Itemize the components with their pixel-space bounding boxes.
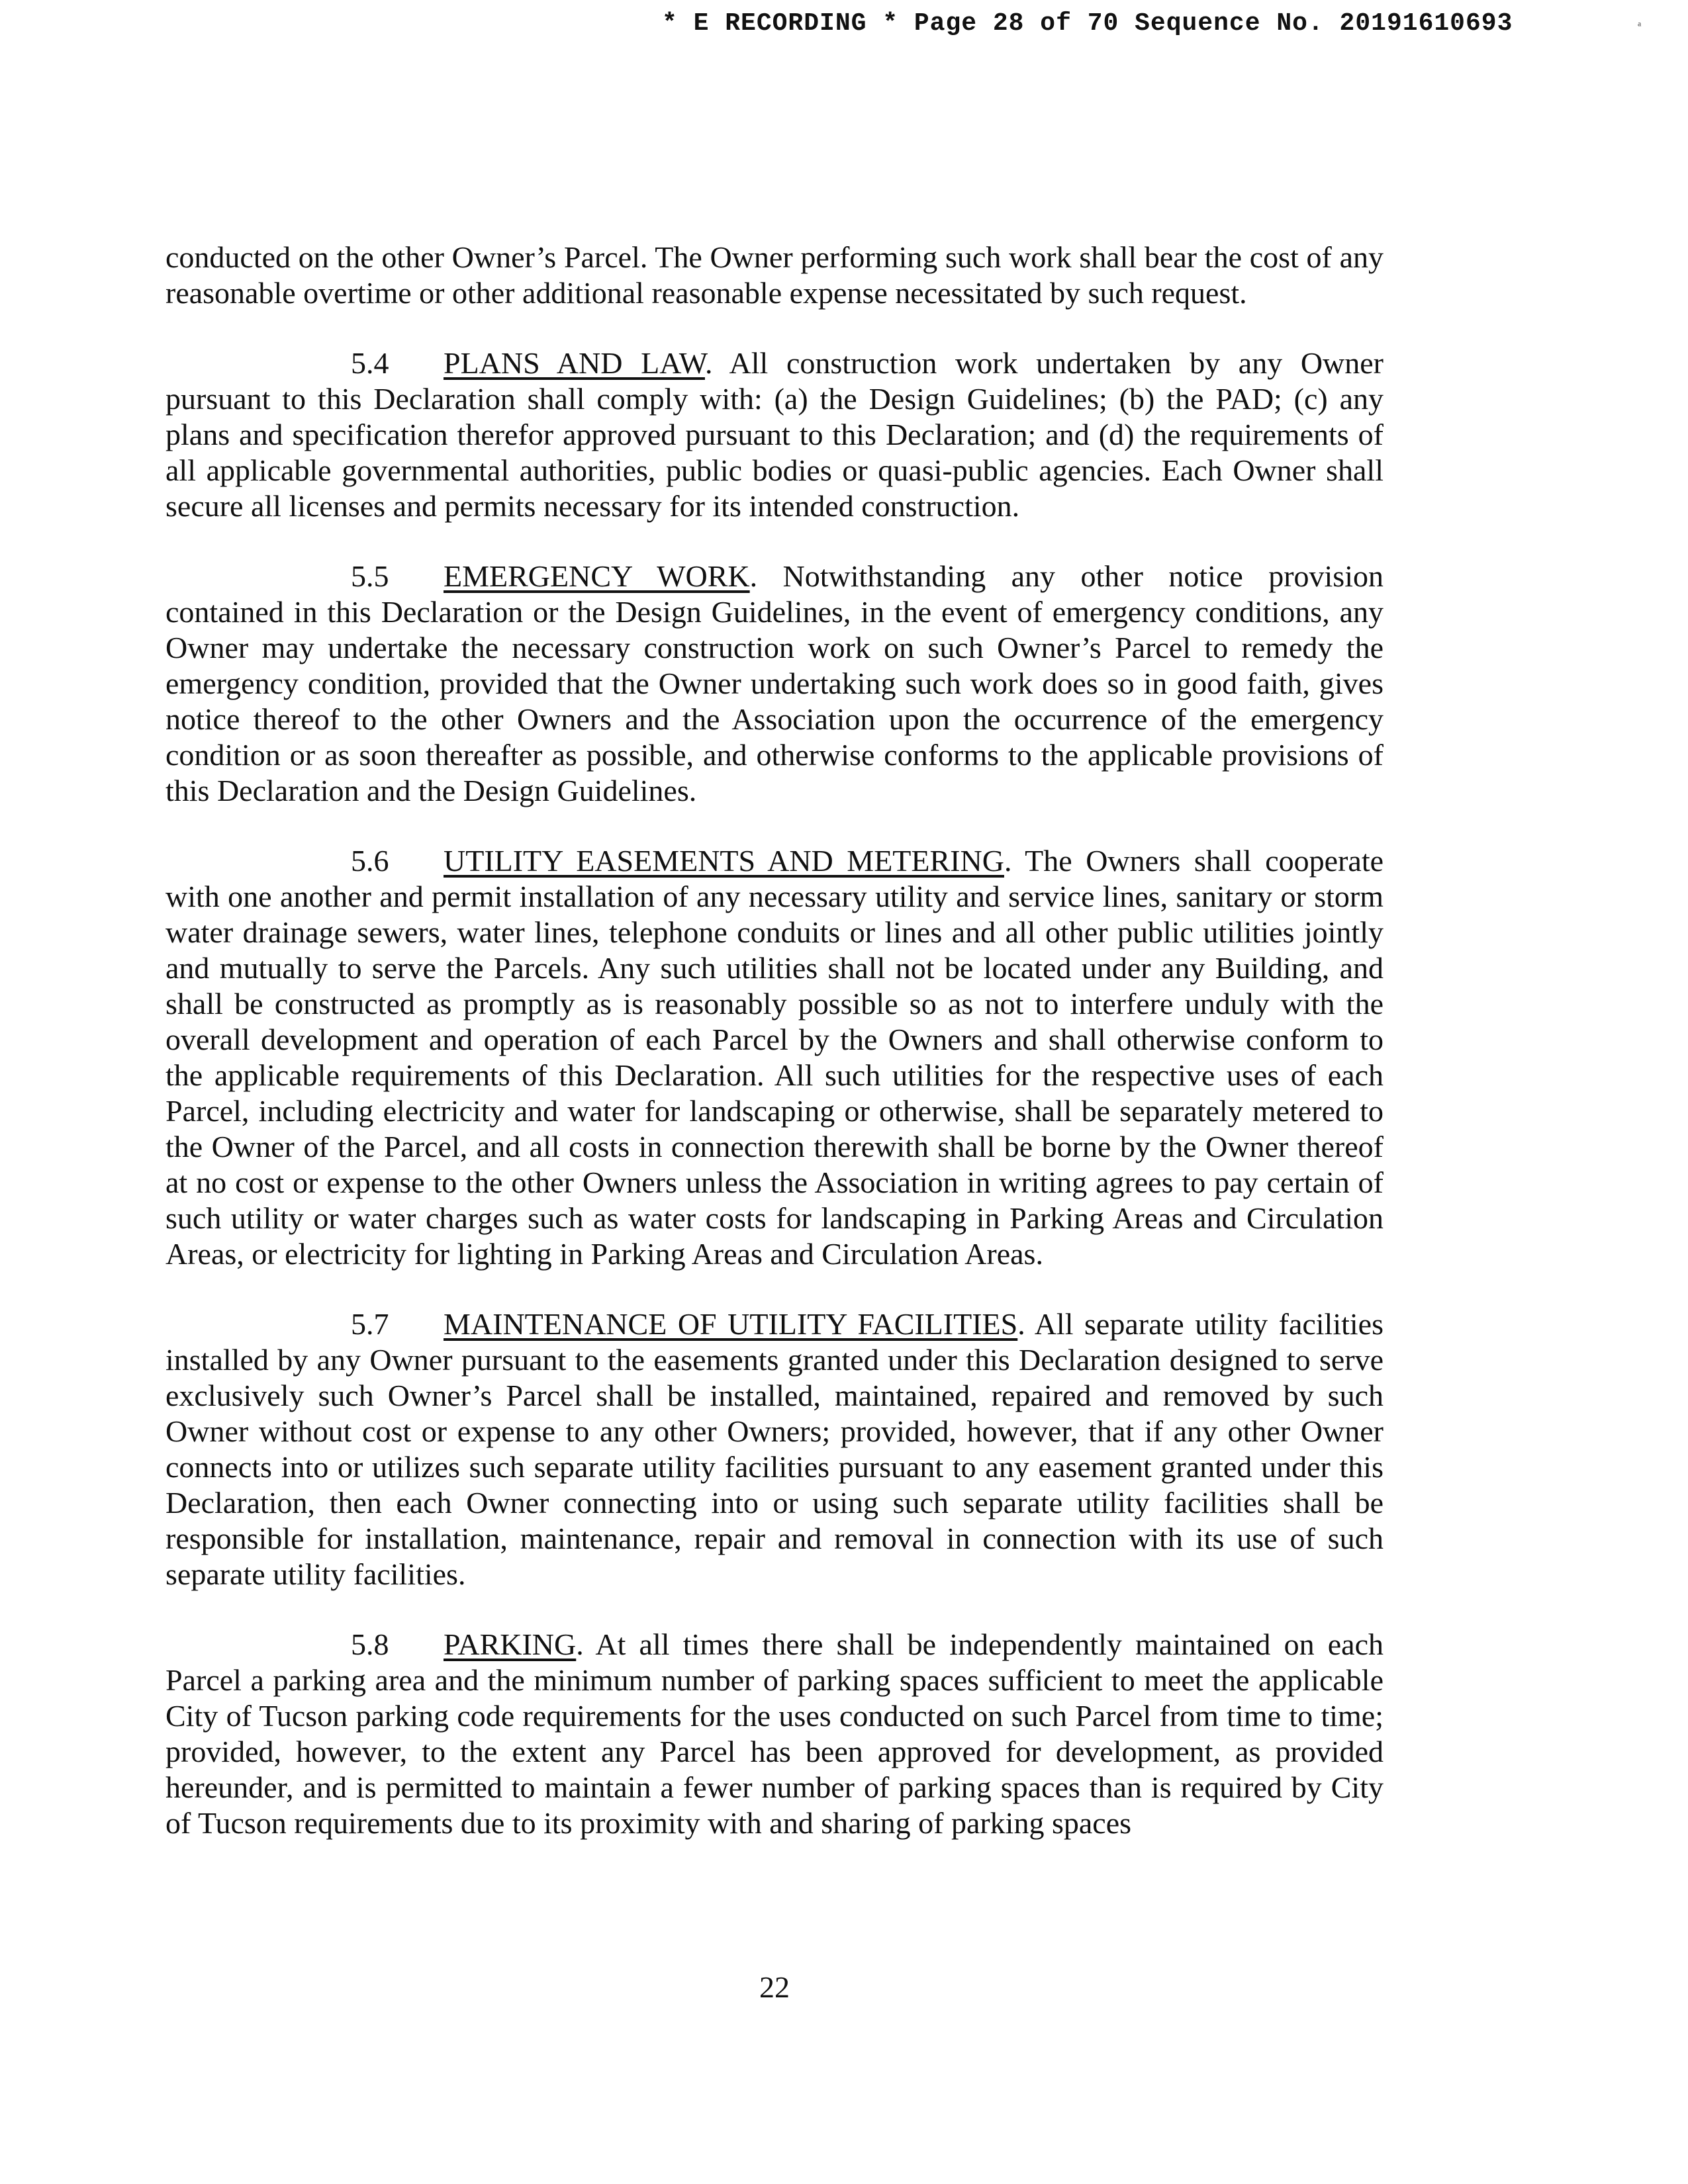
document-body (165, 240, 1383, 1876)
page-number: 22 (759, 1970, 790, 2004)
section-number: 5.6 (351, 844, 389, 878)
section-text: . Notwithstanding any other notice provision contained in this Declaration or the Design Guidelines, in the event of emergency conditions, any Owner may undertake the necessary construction work on such Owner’s Parcel to remedy the emergency condition, provided that the Owner undertaking such work does so in good faith, gives notice thereof to the other Owners and the Association upon the occurrence of the emergency condition or as soon thereafter as possible, and otherwise conforms to the applicable provisions of this Declaration and the Design Guidelines. (165, 559, 1383, 807)
section-number: 5.8 (351, 1627, 389, 1661)
section-heading: UTILITY EASEMENTS AND METERING (444, 844, 1004, 878)
section-5-8 (165, 1627, 1383, 1841)
section-5-5 (165, 559, 1383, 809)
section-heading: MAINTENANCE OF UTILITY FACILITIES (444, 1307, 1018, 1341)
section-text: . All construction work undertaken by any Owner pursuant to this Declaration shall comply with: (a) the Design Guidelines; (b) the PAD; (c) any plans and specification therefor approved pursuant to this Declaration; and (d) the requirements of all applicable governmental authorities, public bodies or quasi-public agencies. Each Owner shall secure all licenses and permits necessary for its intended construction. (165, 346, 1384, 523)
section-5-4 (165, 345, 1383, 524)
section-5-7 (165, 1306, 1383, 1592)
section-heading: EMERGENCY WORK (444, 559, 750, 593)
section-5-6 (165, 843, 1383, 1272)
section-text: . At all times there shall be independently maintained on each Parcel a parking area and the minimum number of parking spaces sufficient to meet the applicable City of Tucson parking code requirements for the uses conducted on such Parcel from time to time; provided, however, to the extent any Parcel has been approved for development, as provided hereunder, and is permitted to maintain a fewer number of parking spaces than is required by City of Tucson requirements due to its proximity with and sharing of parking spaces (165, 1627, 1383, 1840)
section-text: . All separate utility facilities installed by any Owner pursuant to the easements granted under this Declaration designed to serve exclusively such Owner’s Parcel shall be installed, maintained, repaired and removed by such Owner without cost or expense to any other Owners; provided, however, that if any other Owner connects into or utilizes such separate utility facilities pursuant to any easement granted under this Declaration, then each Owner connecting into or using such separate utility facilities shall be responsible for installation, maintenance, repair and removal in connection with its use of such separate utility facilities. (165, 1307, 1383, 1591)
section-heading: PARKING (444, 1627, 577, 1661)
recording-header: * E RECORDING * Page 28 of 70 Sequence No. 20191610693 (662, 9, 1513, 38)
scan-mark: ᵃ (1638, 19, 1642, 33)
section-number: 5.7 (351, 1307, 389, 1341)
section-text: . The Owners shall cooperate with one another and permit installation of any necessary utility and service lines, sanitary or storm water drainage sewers, water lines, telephone conduits or lines and all other public utilities jointly and mutually to serve the Parcels. Any such utilities shall not be located under any Building, and shall be constructed as promptly as is reasonably possible so as not to interfere unduly with the overall development and operation of each Parcel by the Owners and shall otherwise conform to the applicable requirements of this Declaration. All such utilities for the respective uses of each Parcel, including electricity and water for landscaping or otherwise, shall be separately metered to the Owner of the Parcel, and all costs in connection therewith shall be borne by the Owner thereof at no cost or expense to the other Owners unless the Association in writing agrees to pay certain of such utility or water charges such as water costs for landscaping in Parking Areas and Circulation Areas, or electricity for lighting in Parking Areas and Circulation Areas. (165, 844, 1384, 1271)
section-heading: PLANS AND LAW (444, 346, 705, 380)
section-number: 5.4 (351, 346, 389, 380)
section-number: 5.5 (351, 559, 389, 593)
continuation-paragraph: conducted on the other Owner’s Parcel. The Owner performing such work shall bear the cost of any reasonable overtime or other additional reasonable expense necessitated by such request. (165, 240, 1383, 310)
